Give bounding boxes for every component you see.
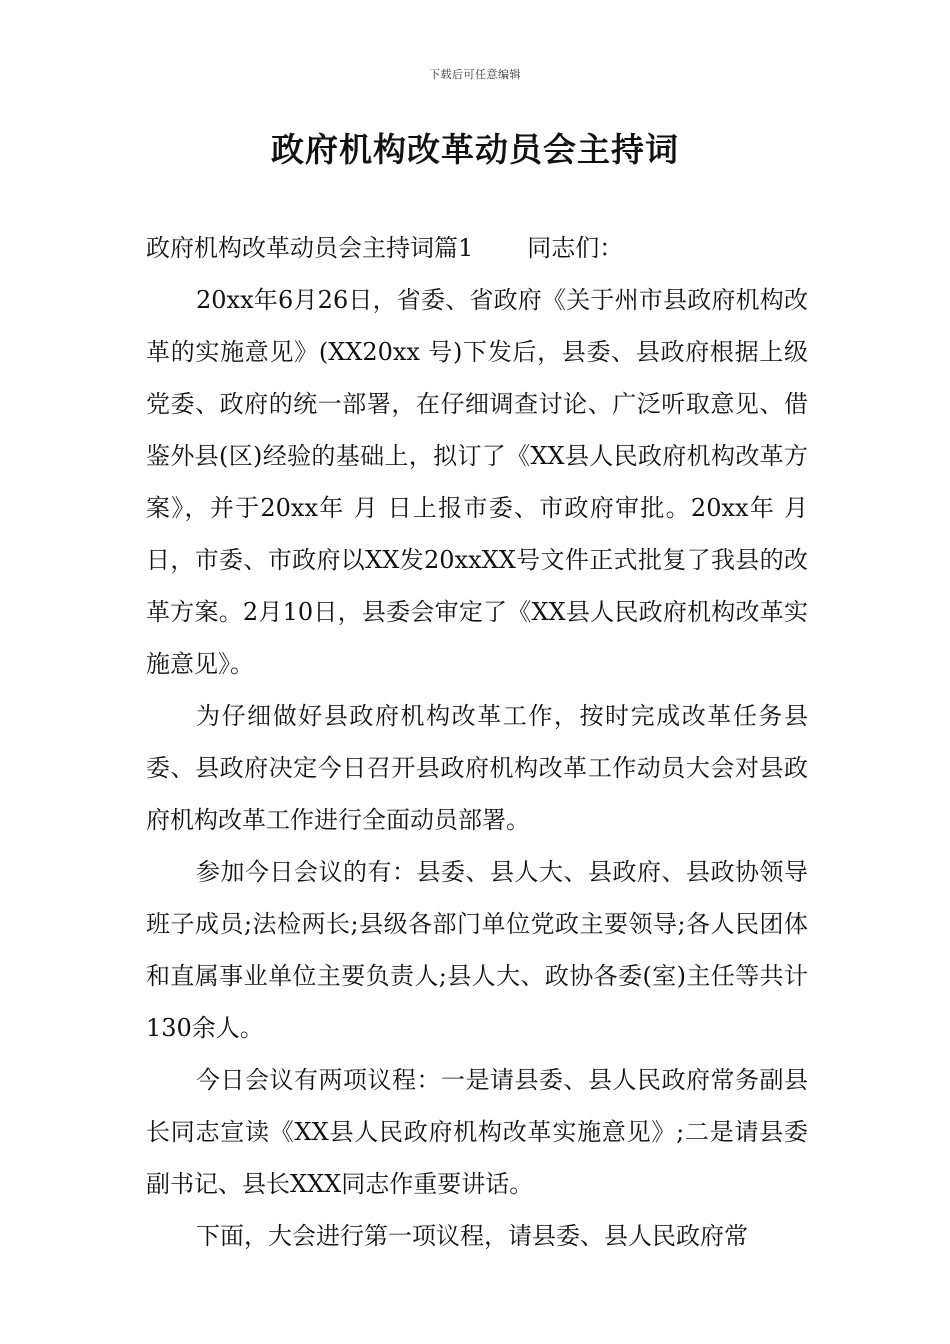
paragraph: 今日会议有两项议程：一是请县委、县人民政府常务副县长同志宣读《XX县人民政府机构改革实施意见》;二是请县委副书记、县长XXX同志作重要讲话。 xyxy=(146,1066,808,1198)
document-body xyxy=(146,222,808,1262)
paragraph: 下面，大会进行第一项议程，请县委、县人民政府常 xyxy=(196,1222,748,1250)
paragraph: 参加今日会议的有：县委、县人大、县政府、县政协领导班子成员;法检两长;县级各部门单位党政主要领导;各人民团体和直属事业单位主要负责人;县人大、政协各委(室)主任等共计130余人。 xyxy=(146,858,808,1042)
header-note: 下载后可任意编辑 xyxy=(429,68,521,81)
document-title: 政府机构改革动员会主持词 xyxy=(271,130,679,169)
paragraph: 20xx年6月26日，省委、省政府《关于州市县政府机构改革的实施意见》(XX20xx 号)下发后，县委、县政府根据上级党委、政府的统一部署，在仔细调查讨论、广泛听取意见、借鉴外县(区)经验的基础上，拟订了《XX县人民政府机构改革方案》，并于20xx年 月 日上报市委、市政府审批。20xx年 月 日，市委、市政府以XX发20xxXX号文件正式批复了我县的改革方案。2月10日，县委会审定了《XX县人民政府机构改革实施意见》。 xyxy=(146,286,808,678)
salutation: 同志们： xyxy=(527,234,624,262)
opening-heading: 政府机构改革动员会主持词篇1 xyxy=(146,234,474,262)
paragraph: 为仔细做好县政府机构改革工作，按时完成改革任务县委、县政府决定今日召开县政府机构改革工作动员大会对县政府机构改革工作进行全面动员部署。 xyxy=(146,702,808,834)
opening-line xyxy=(146,222,808,274)
